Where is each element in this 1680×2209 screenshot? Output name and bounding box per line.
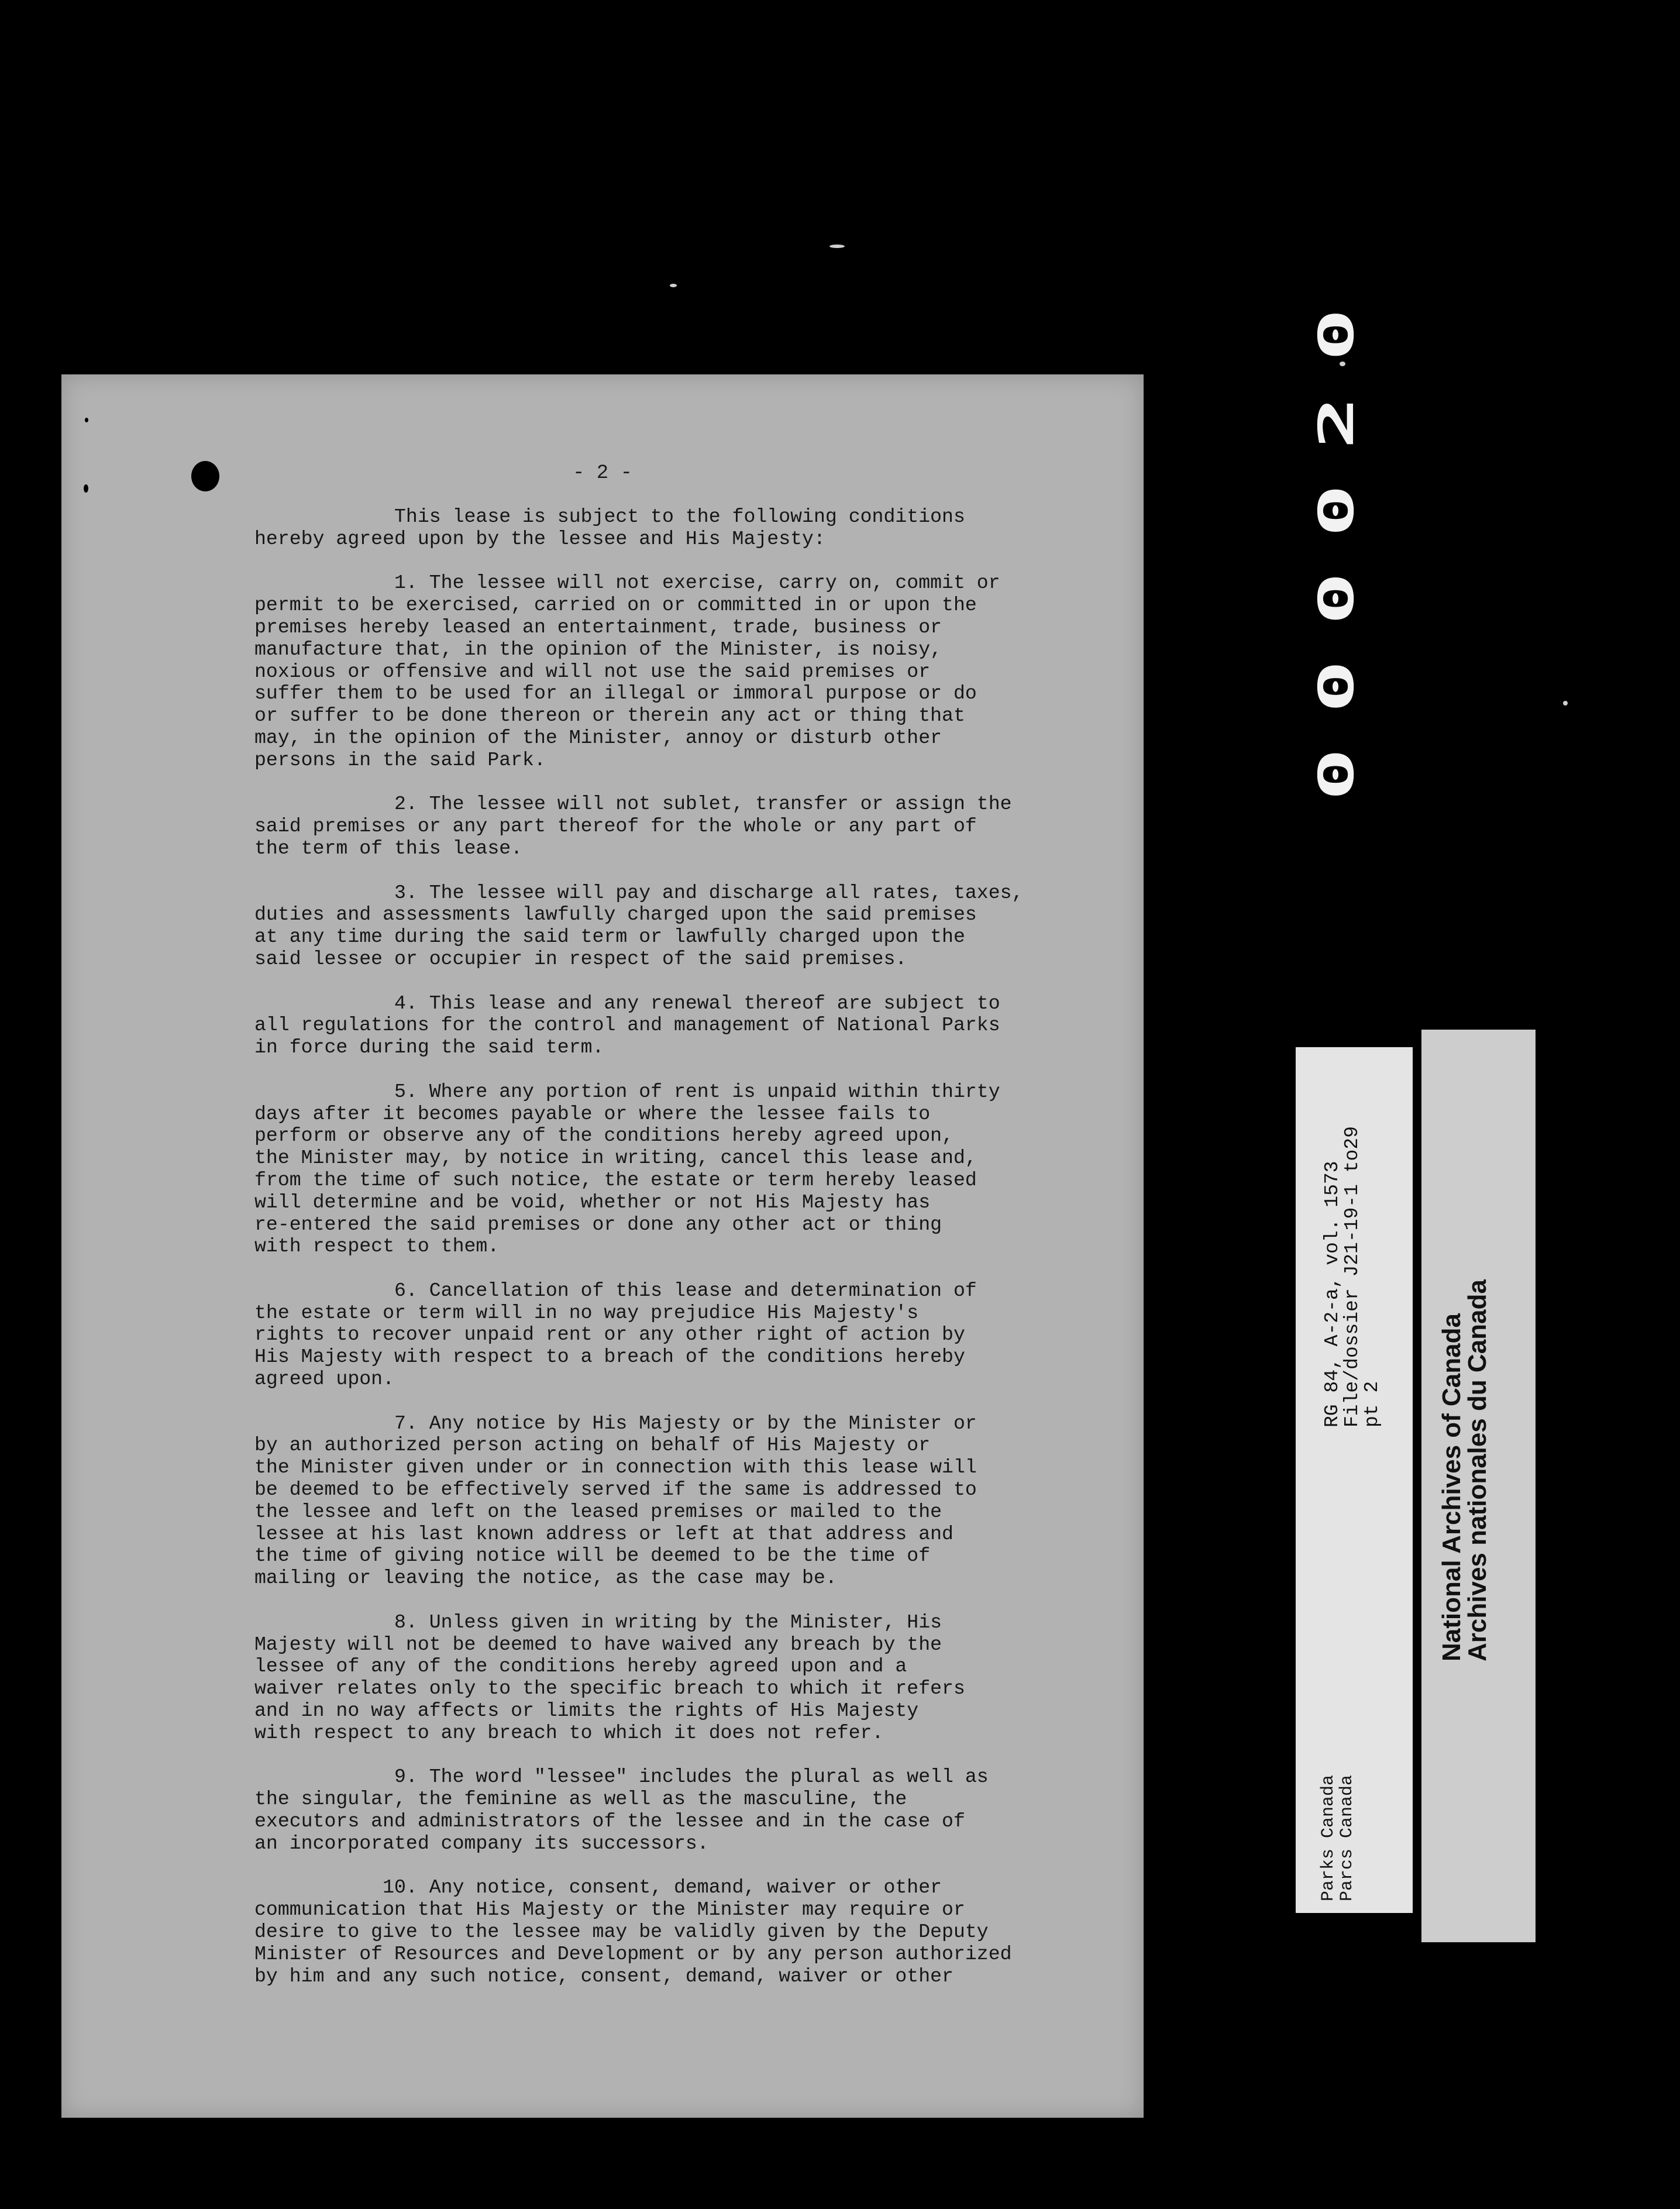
paragraph bbox=[254, 506, 1062, 550]
text-line: mailing or leaving the notice, as the case may be. bbox=[254, 1567, 837, 1589]
text-line: will determine and be void, whether or not His Majesty has bbox=[254, 1190, 931, 1213]
paragraph bbox=[254, 993, 1062, 1059]
text-line: permit to be exercised, carried on or committed in or upon the bbox=[254, 594, 977, 617]
paragraph bbox=[254, 1081, 1062, 1258]
parks-canada-line-2: Parcs Canada bbox=[1337, 1774, 1357, 1901]
text-line: the lessee and left on the leased premises or mailed to the bbox=[254, 1500, 942, 1523]
archives-line-french: Archives nationales du Canada bbox=[1463, 1279, 1492, 1661]
page-number: - 2 - bbox=[572, 462, 633, 484]
text-line: desire to give to the lessee may be validly given by the Deputy bbox=[254, 1921, 989, 1943]
text-line: Majesty will not be deemed to have waived any breach by the bbox=[254, 1633, 942, 1656]
document-page bbox=[61, 374, 1144, 2118]
reference-label bbox=[1296, 1047, 1413, 1913]
text-line: be deemed to be effectively served if the same is addressed to bbox=[254, 1478, 977, 1501]
text-line: noxious or offensive and will not use the said premises or bbox=[254, 660, 931, 683]
archives-label bbox=[1421, 1030, 1536, 1942]
paragraph bbox=[254, 793, 1062, 859]
text-line: may, in the opinion of the Minister, annoy or disturb other bbox=[254, 726, 942, 749]
text-line: by an authorized person acting on behalf of His Majesty or bbox=[254, 1434, 931, 1457]
parks-canada-line-1: Parks Canada bbox=[1318, 1774, 1338, 1901]
text-line: the term of this lease. bbox=[254, 837, 523, 859]
text-line: 1. The lessee will not exercise, carry on, commit or bbox=[254, 572, 1000, 594]
reference-line-3: pt 2 bbox=[1361, 1381, 1383, 1427]
text-line: 8. Unless given in writing by the Minister, His bbox=[254, 1611, 942, 1633]
punch-hole bbox=[85, 418, 88, 422]
text-line: said premises or any part thereof for the whole or any part of bbox=[254, 815, 977, 838]
paragraph bbox=[254, 1280, 1062, 1391]
text-line: days after it becomes payable or where the lessee fails to bbox=[254, 1102, 931, 1125]
text-line: His Majesty with respect to a breach of the conditions hereby bbox=[254, 1346, 965, 1368]
text-line: Minister of Resources and Development or by any person authorized bbox=[254, 1942, 1012, 1965]
paragraph bbox=[254, 572, 1062, 771]
text-line: persons in the said Park. bbox=[254, 748, 546, 771]
text-line: the Minister may, by notice in writing, cancel this lease and, bbox=[254, 1147, 977, 1169]
text-line: 3. The lessee will pay and discharge all rates, taxes, bbox=[254, 881, 1024, 904]
frame-number bbox=[1284, 239, 1389, 835]
paragraph bbox=[254, 1766, 1062, 1854]
reference-line-2: File/dossier J21-19-1 to29 bbox=[1341, 1126, 1363, 1427]
text-line: communication that His Majesty or the Minister may require or bbox=[254, 1898, 965, 1921]
reference-line-1: RG 84, A-2-a, vol. 1573 bbox=[1321, 1161, 1343, 1427]
text-line: 2. The lessee will not sublet, transfer or assign the bbox=[254, 793, 1012, 816]
text-line: the time of giving notice will be deemed to be the time of bbox=[254, 1544, 931, 1567]
text-line: by him and any such notice, consent, demand, waiver or other bbox=[254, 1964, 953, 1987]
dust-speck bbox=[670, 284, 677, 287]
text-line: and in no way affects or limits the rights of His Majesty bbox=[254, 1699, 919, 1722]
text-line: lessee of any of the conditions hereby agreed upon and a bbox=[254, 1655, 907, 1678]
text-line: agreed upon. bbox=[254, 1368, 394, 1391]
text-line: 10. Any notice, consent, demand, waiver or other bbox=[254, 1876, 942, 1899]
text-line: with respect to them. bbox=[254, 1235, 500, 1258]
text-line: the Minister given under or in connection with this lease will bbox=[254, 1456, 977, 1479]
text-line: waiver relates only to the specific breach to which it refers bbox=[254, 1677, 965, 1700]
text-line: 5. Where any portion of rent is unpaid within thirty bbox=[254, 1080, 1000, 1103]
text-line: all regulations for the control and management of National Parks bbox=[254, 1014, 1000, 1037]
text-line: premises hereby leased an entertainment, trade, business or bbox=[254, 615, 942, 638]
dust-speck bbox=[829, 245, 845, 248]
punch-hole bbox=[84, 484, 88, 493]
text-line: 9. The word "lessee" includes the plural as well as bbox=[254, 1766, 989, 1788]
text-line: re-entered the said premises or done any other act or thing bbox=[254, 1213, 942, 1236]
archives-line-english: National Archives of Canada bbox=[1437, 1313, 1466, 1661]
lease-conditions-text bbox=[254, 506, 1062, 2010]
text-line: This lease is subject to the following conditions bbox=[254, 505, 965, 528]
paragraph bbox=[254, 1413, 1062, 1589]
text-line: with respect to any breach to which it does not refer. bbox=[254, 1721, 884, 1744]
text-line: 4. This lease and any renewal thereof are subject to bbox=[254, 992, 1000, 1014]
frame-number-digits: 000020 bbox=[1309, 273, 1365, 801]
text-line: rights to recover unpaid rent or any other right of action by bbox=[254, 1323, 965, 1346]
text-line: hereby agreed upon by the lessee and His Majesty: bbox=[254, 527, 825, 550]
text-line: duties and assessments lawfully charged upon the said premises bbox=[254, 903, 977, 926]
text-line: the singular, the feminine as well as the masculine, the bbox=[254, 1788, 907, 1811]
paragraph bbox=[254, 882, 1062, 971]
text-line: from the time of such notice, the estate or term hereby leased bbox=[254, 1168, 977, 1191]
text-line: at any time during the said term or lawfully charged upon the bbox=[254, 925, 965, 948]
paragraph bbox=[254, 1877, 1062, 1987]
paragraph bbox=[254, 1612, 1062, 1745]
dust-speck bbox=[1563, 701, 1568, 706]
text-line: executors and administrators of the lessee and in the case of bbox=[254, 1810, 965, 1833]
text-line: suffer them to be used for an illegal or immoral purpose or do bbox=[254, 682, 977, 705]
text-line: 7. Any notice by His Majesty or by the Minister or bbox=[254, 1412, 977, 1434]
text-line: manufacture that, in the opinion of the Minister, is noisy, bbox=[254, 638, 942, 660]
text-line: an incorporated company its successors. bbox=[254, 1832, 709, 1854]
text-line: the estate or term will in no way prejudice His Majesty's bbox=[254, 1301, 919, 1324]
text-line: or suffer to be done thereon or therein any act or thing that bbox=[254, 704, 965, 727]
text-line: said lessee or occupier in respect of the said premises. bbox=[254, 947, 907, 970]
text-line: lessee at his last known address or left at that address and bbox=[254, 1522, 953, 1545]
text-line: in force during the said term. bbox=[254, 1036, 604, 1059]
text-line: 6. Cancellation of this lease and determination of bbox=[254, 1279, 977, 1302]
text-line: perform or observe any of the conditions hereby agreed upon, bbox=[254, 1124, 953, 1147]
